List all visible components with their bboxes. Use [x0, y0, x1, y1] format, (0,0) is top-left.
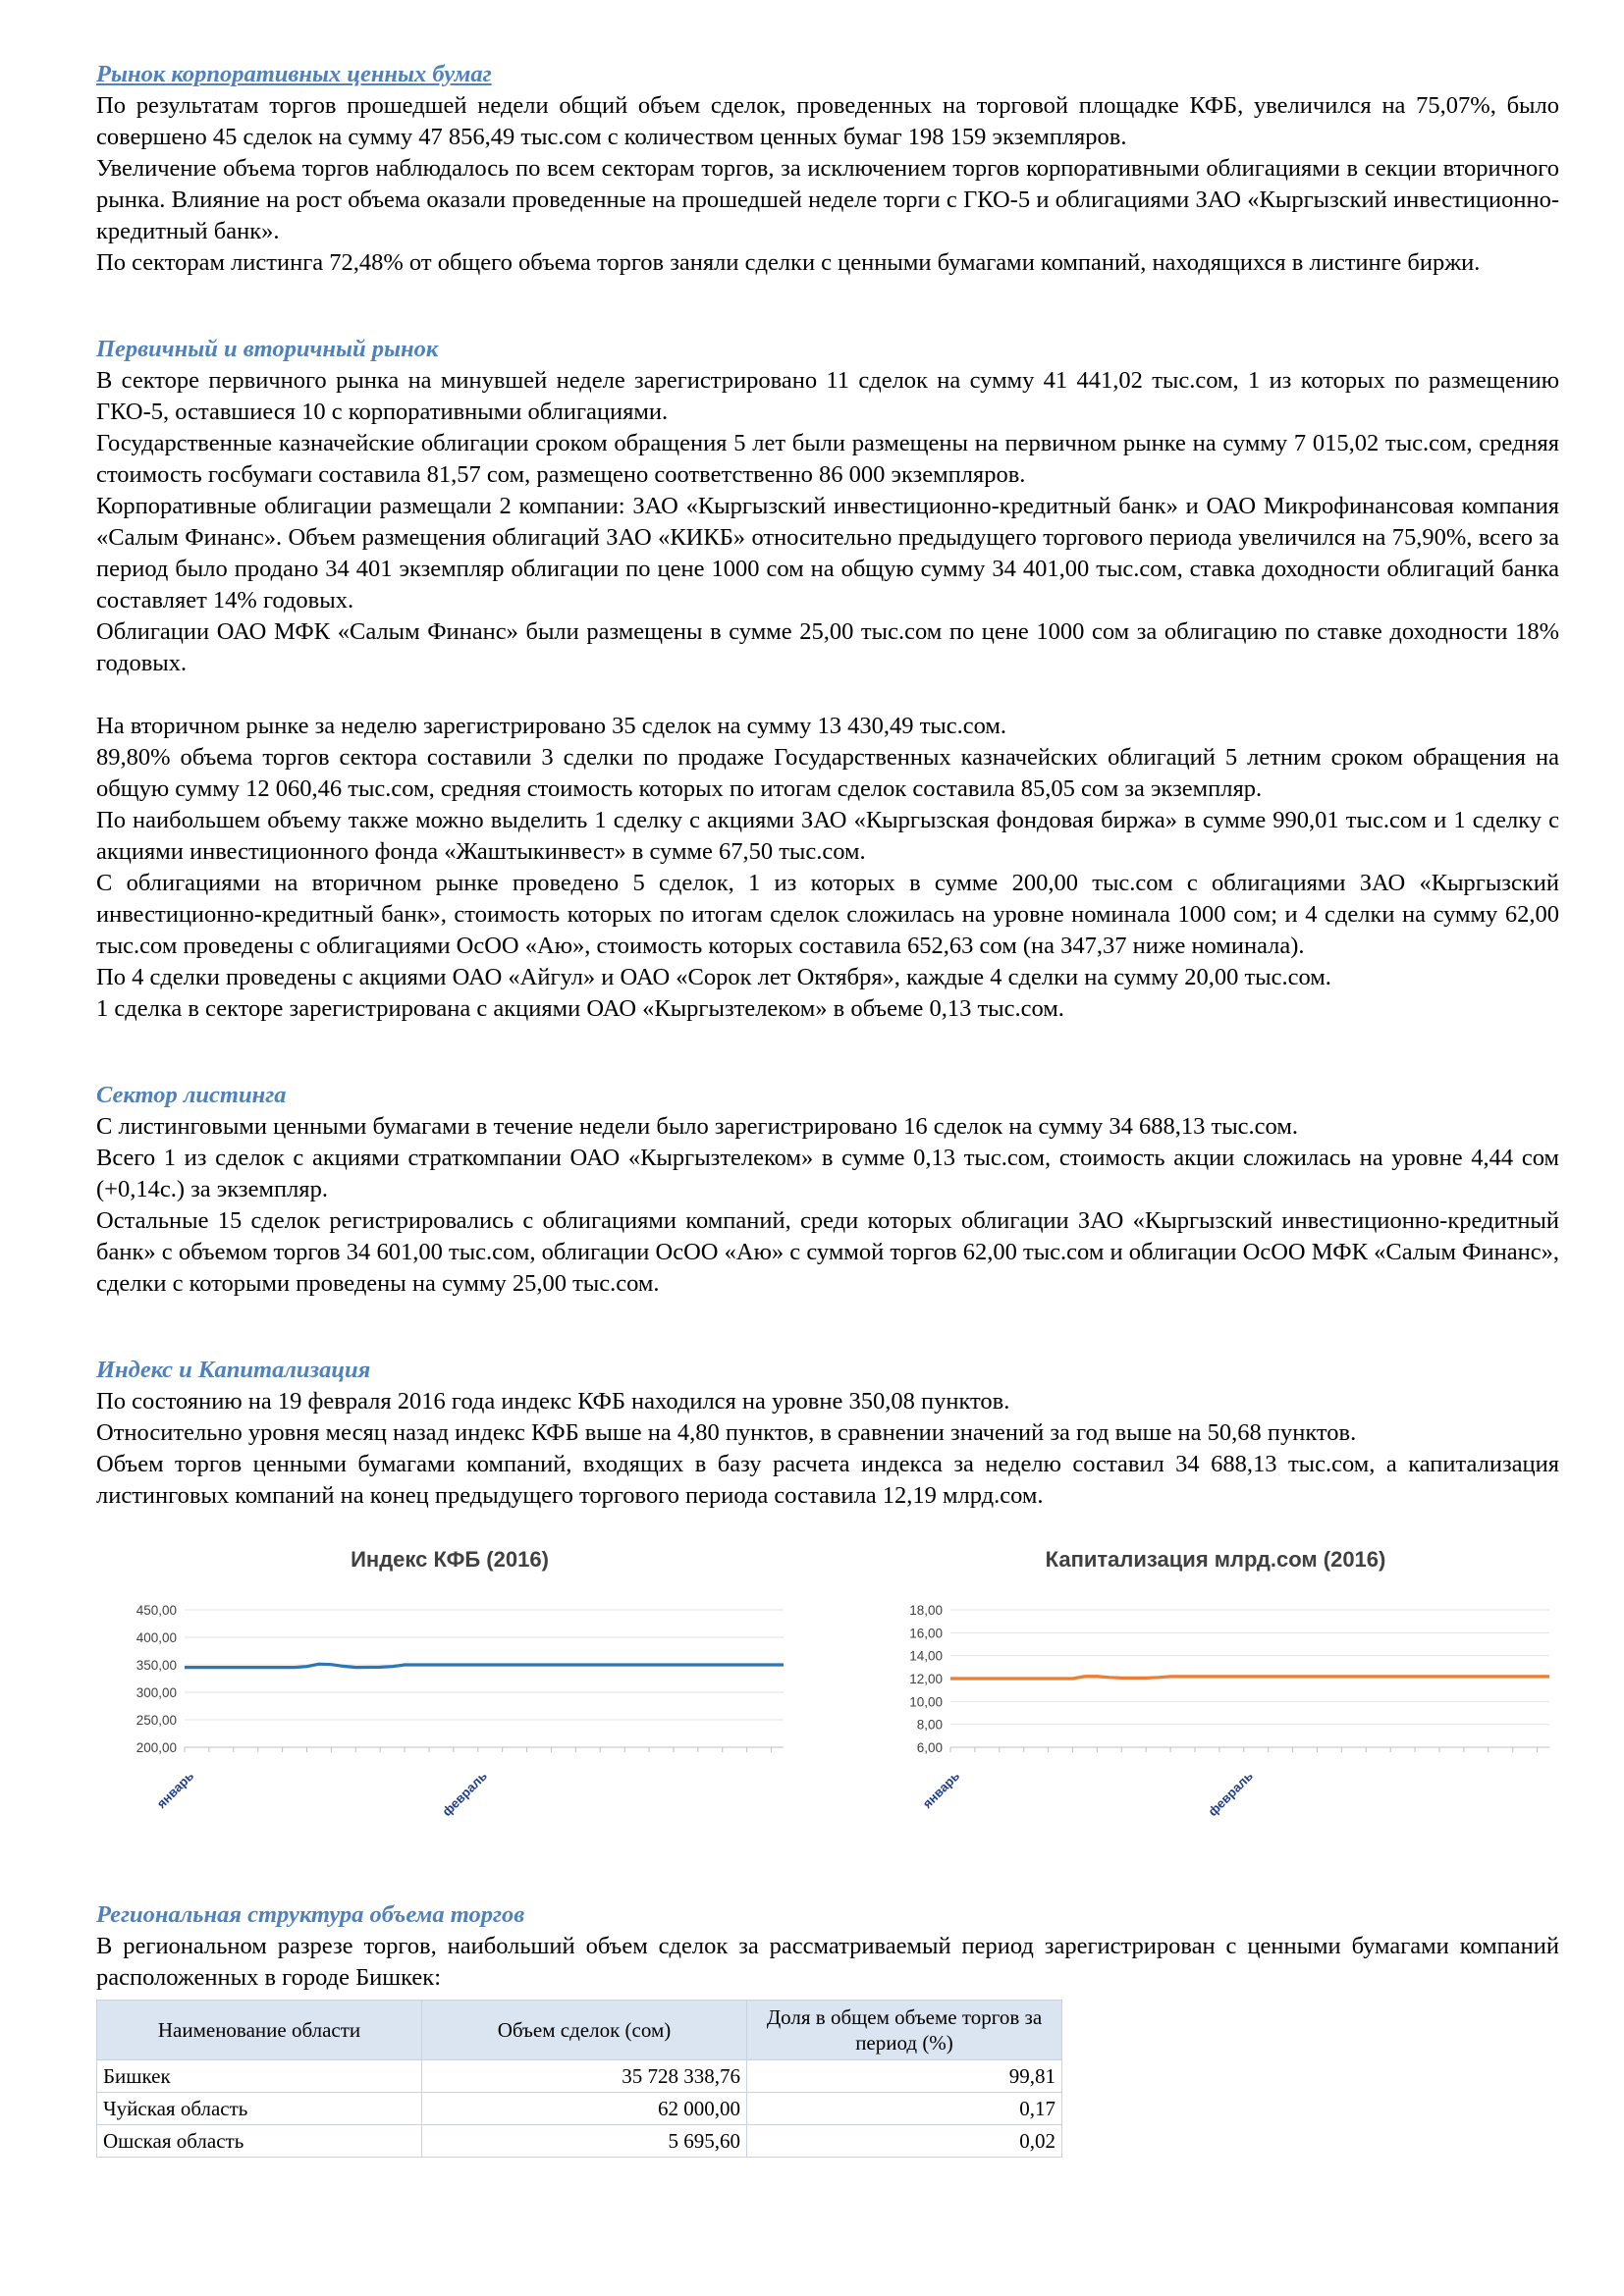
x-category-label: февраль	[439, 1768, 490, 1820]
paragraph: С листинговыми ценными бумагами в течение недели было зарегистрировано 16 сделок на сумму 34 688,13 тыс.сом.	[96, 1113, 1298, 1140]
paragraph: На вторичном рынке за неделю зарегистрировано 35 сделок на сумму 13 430,49 тыс.сом.	[96, 713, 1007, 739]
y-tick-label: 200,00	[135, 1740, 177, 1755]
index-chart	[96, 1531, 803, 1885]
y-tick-label: 14,00	[909, 1648, 943, 1664]
paragraph: В секторе первичного рынка на минувшей неделе зарегистрировано 11 сделок на сумму 41 441,02 тыс.сом, 1 из которых по размещению ГКО-5, оставшиеся 10 с корпоративными облигациями.	[96, 367, 1559, 425]
y-tick-label: 250,00	[135, 1713, 177, 1728]
paragraph: Государственные казначейские облигации сроком обращения 5 лет были размещены на первичном рынке на сумму 7 015,02 тыс.сом, средняя стоимость госбумаги составила 81,57 сом, размещено соответственно 86 000 экземпляров.	[96, 430, 1559, 488]
y-tick-label: 18,00	[909, 1603, 943, 1618]
table-header-row	[97, 2001, 1062, 2060]
table-header: Объем сделок (сом)	[422, 2001, 747, 2060]
paragraph: По 4 сделки проведены с акциями ОАО «Айгул» и ОАО «Сорок лет Октября», каждые 4 сделки на сумму 20,00 тыс.сом.	[96, 964, 1331, 990]
section-title-corporate: Рынок корпоративных ценных бумаг	[96, 61, 492, 87]
paragraph: Объем торгов ценными бумагами компаний, входящих в базу расчета индекса за неделю составил 34 688,13 тыс.сом, а капитализация листинговых компаний на конец предыдущего торгового периода составила 12,19 млрд.сом.	[96, 1451, 1559, 1509]
paragraph: Относительно уровня месяц назад индекс КФБ выше на 4,80 пунктов, в сравнении значений за год выше на 50,68 пунктов.	[96, 1419, 1357, 1446]
table-cell: 0,17	[747, 2093, 1062, 2125]
table-cell: 99,81	[747, 2060, 1062, 2093]
paragraph: Всего 1 из сделок с акциями страткомпании ОАО «Кыргызтелеком» в сумме 0,13 тыс.сом, стоимость акции сложилась на уровне 4,44 сом (+0,14с.) за экземпляр.	[96, 1145, 1559, 1202]
x-category-label: февраль	[1205, 1768, 1256, 1820]
section-title-index: Индекс и Капитализация	[96, 1357, 371, 1383]
y-tick-label: 400,00	[135, 1630, 177, 1645]
table-cell: Бишкек	[97, 2060, 422, 2093]
paragraph: 1 сделка в секторе зарегистрирована с акциями ОАО «Кыргызтелеком» в объеме 0,13 тыс.сом.	[96, 995, 1064, 1022]
paragraph: Увеличение объема торгов наблюдалось по всем секторам торгов, за исключением торгов корпоративными облигациями в секции вторичного рынка. Влияние на рост объема оказали проведенные на прошедшей неделе торги с ГКО-5 и облигациями ЗАО «Кыргызский инвестиционно-кредитный банк».	[96, 155, 1559, 244]
capitalization-chart	[862, 1531, 1569, 1885]
x-category-label: январь	[153, 1768, 197, 1811]
y-tick-label: 12,00	[909, 1672, 943, 1686]
section-title-regional: Региональная структура объема торгов	[96, 1901, 525, 1928]
chart-title: Капитализация млрд.сом (2016)	[1045, 1547, 1386, 1572]
document-page	[96, 59, 1559, 2158]
paragraph: По состоянию на 19 февраля 2016 года индекс КФБ находился на уровне 350,08 пунктов.	[96, 1388, 1010, 1415]
regional-table	[96, 2000, 1062, 2158]
section-title-primary-secondary: Первичный и вторичный рынок	[96, 336, 439, 362]
paragraph: 89,80% объема торгов сектора составили 3 сделки по продаже Государственных казначейских облигаций 5 летним сроком обращения на общую сумму 12 060,46 тыс.сом, средняя стоимость которых по итогам сделок составила 85,05 сом за экземпляр.	[96, 744, 1559, 802]
y-tick-label: 450,00	[135, 1603, 177, 1618]
paragraph: Остальные 15 сделок регистрировались с облигациями компаний, среди которых облигации ЗАО «Кыргызский инвестиционно-кредитный банк» с объемом торгов 34 601,00 тыс.сом, облигации ОсОО «Аю» с суммой торгов 62,00 тыс.сом и облигации ОсОО МФК «Салым Финанс», сделки с которыми проведены на сумму 25,00 тыс.сом.	[96, 1207, 1559, 1297]
table-row	[97, 2125, 1062, 2158]
table-header: Доля в общем объеме торгов за период (%)	[747, 2001, 1062, 2060]
y-tick-label: 300,00	[135, 1685, 177, 1700]
paragraph: Корпоративные облигации размещали 2 компании: ЗАО «Кыргызский инвестиционно-кредитный банк» и ОАО Микрофинансовая компания «Салым Финанс». Объем размещения облигаций ЗАО «КИКБ» относительно предыдущего торгового периода увеличился на 75,90%, всего за период было продано 34 401 экземпляр облигации по цене 1000 сом на общую сумму 34 401,00 тыс.сом, ставка доходности облигаций банка составляет 14% годовых.	[96, 493, 1559, 614]
paragraph: По наибольшем объему также можно выделить 1 сделку с акциями ЗАО «Кыргызская фондовая биржа» в сумме 990,01 тыс.сом и 1 сделку с акциями инвестиционного фонда «Жаштыкинвест» в сумме 67,50 тыс.сом.	[96, 807, 1559, 865]
charts-row	[96, 1531, 1559, 1899]
y-tick-label: 10,00	[909, 1694, 943, 1710]
table-cell: 35 728 338,76	[422, 2060, 747, 2093]
y-tick-label: 8,00	[916, 1717, 943, 1733]
paragraph: Облигации ОАО МФК «Салым Финанс» были размещены в сумме 25,00 тыс.сом по цене 1000 сом за облигацию по ставке доходности 18% годовых.	[96, 618, 1559, 676]
x-category-label: январь	[919, 1768, 963, 1811]
paragraph: В региональном разрезе торгов, наибольший объем сделок за рассматриваемый период зарегистрирован с ценными бумагами компаний расположенных в городе Бишкек:	[96, 1933, 1559, 1991]
table-cell: 62 000,00	[422, 2093, 747, 2125]
section-title-listing: Сектор листинга	[96, 1082, 287, 1108]
table-cell: Чуйская область	[97, 2093, 422, 2125]
table-row	[97, 2093, 1062, 2125]
y-tick-label: 16,00	[909, 1626, 943, 1641]
table-cell: 0,02	[747, 2125, 1062, 2158]
paragraph: По секторам листинга 72,48% от общего объема торгов заняли сделки с ценными бумагами компаний, находящихся в листинге биржи.	[96, 249, 1481, 276]
chart-title: Индекс КФБ (2016)	[351, 1547, 549, 1572]
table-row	[97, 2060, 1062, 2093]
y-tick-label: 350,00	[135, 1658, 177, 1673]
paragraph: По результатам торгов прошедшей недели общий объем сделок, проведенных на торговой площадке КФБ, увеличился на 75,07%, было совершено 45 сделок на сумму 47 856,49 тыс.сом с количеством ценных бумаг 198 159 экземпляров.	[96, 92, 1559, 150]
table-header: Наименование области	[97, 2001, 422, 2060]
table-cell: 5 695,60	[422, 2125, 747, 2158]
paragraph: С облигациями на вторичном рынке проведено 5 сделок, 1 из которых в сумме 200,00 тыс.сом с облигациями ЗАО «Кыргызский инвестиционно-кредитный банк», стоимость которых по итогам сделок сложилась на уровне номинала 1000 сом; и 4 сделки на сумму 62,00 тыс.сом проведены с облигациями ОсОО «Аю», стоимость которых составила 652,63 сом (на 347,37 ниже номинала).	[96, 870, 1559, 959]
table-cell: Ошская область	[97, 2125, 422, 2158]
y-tick-label: 6,00	[916, 1740, 943, 1755]
